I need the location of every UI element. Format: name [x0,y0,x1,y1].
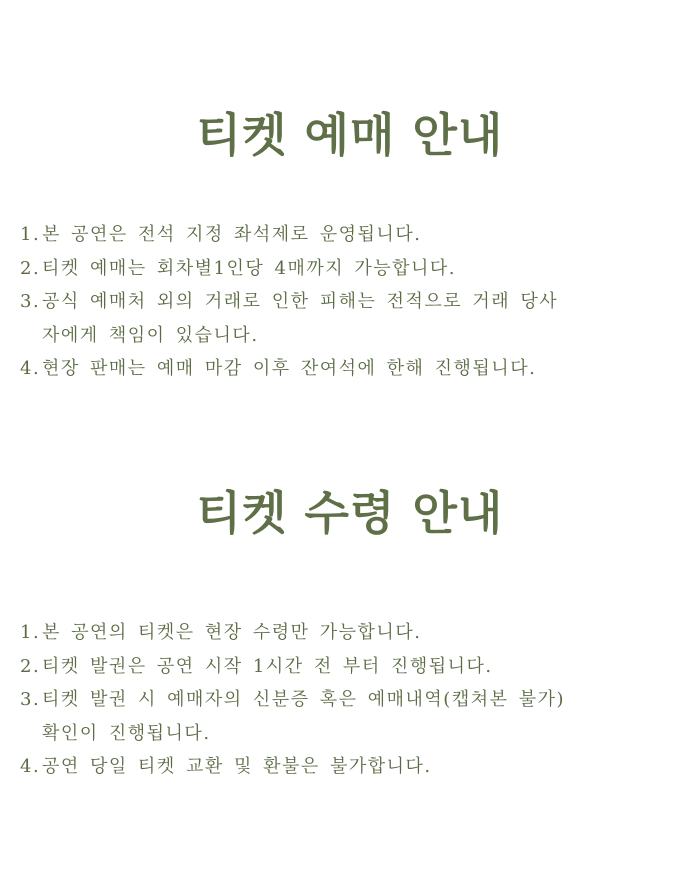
pickup-heading: 티켓 수령 안내 [196,486,504,540]
item-line: 현장 판매는 예매 마감 이후 잔여석에 한해 진행됩니다. [42,358,537,379]
item-text [42,252,692,286]
item-line-continued: 확인이 진행됩니다. [42,722,211,744]
item-line: 티켓 발권은 공연 시작 1시간 전 부터 진행됩니다. [42,655,493,677]
list-item [20,218,692,252]
item-line: 본 공연의 티켓은 현장 수령만 가능합니다. [42,622,422,643]
item-text [42,285,692,352]
item-line: 티켓 예매는 회차별1인당 4매까지 가능합니다. [42,257,456,279]
item-line: 공식 예매처 외의 거래로 인한 피해는 전적으로 거래 당사 [42,291,559,312]
item-number: 2. [20,257,41,279]
ticket-reservation-section [0,100,700,379]
item-line: 티켓 발권 시 예매자의 신분증 혹은 예매내역(캡쳐본 불가) [42,689,566,710]
list-item [20,750,692,784]
reservation-heading: 티켓 예매 안내 [196,108,504,162]
item-line: 본 공연은 전석 지정 좌석제로 운영됩니다. [42,224,422,245]
item-text [42,683,692,750]
reservation-notice-list [20,218,692,386]
item-number: 1. [20,224,41,245]
item-line: 공연 당일 티켓 교환 및 환불은 불가합니다. [42,756,432,777]
item-text [42,750,692,784]
item-line-continued: 자에게 책임이 있습니다. [42,324,259,346]
item-text [42,616,692,650]
list-item [20,252,692,286]
item-text [42,352,692,386]
item-number: 2. [20,655,41,677]
list-item [20,650,692,684]
list-item [20,285,692,352]
pickup-notice-list [20,616,692,784]
list-item [20,352,692,386]
list-item [20,616,692,650]
item-number: 1. [20,622,41,643]
ticket-pickup-section [0,478,700,777]
item-number: 4. [20,756,41,777]
item-number: 4. [20,358,41,379]
item-number: 3. [20,689,41,710]
item-text [42,218,692,252]
item-text [42,650,692,684]
list-item [20,683,692,750]
item-number: 3. [20,291,41,312]
